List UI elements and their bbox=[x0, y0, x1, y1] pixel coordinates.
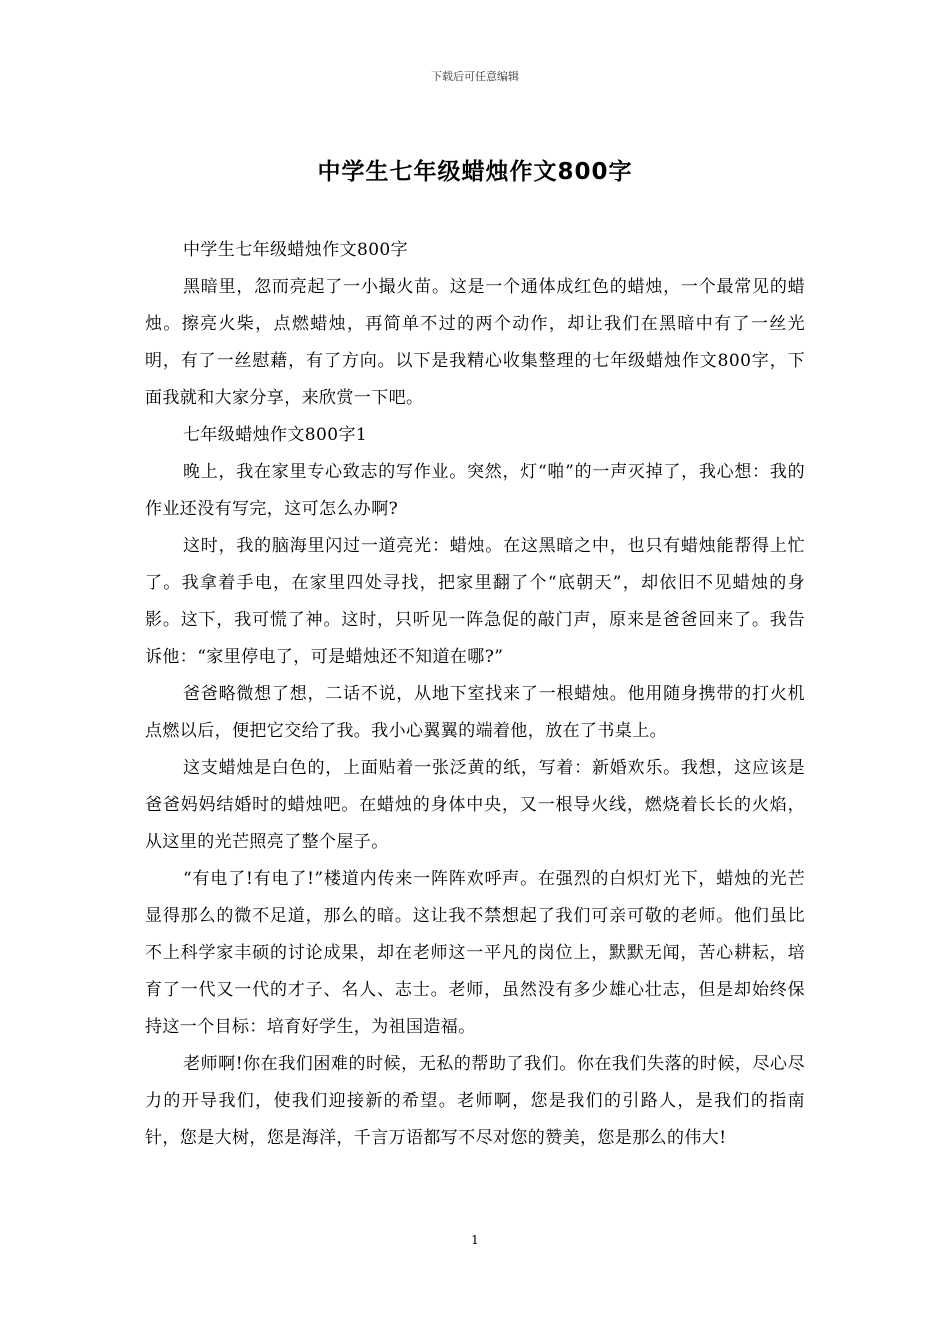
paragraph: 这时，我的脑海里闪过一道亮光：蜡烛。在这黑暗之中，也只有蜡烛能帮得上忙了。我拿着手电，在家里四处寻找，把家里翻了个“底朝天”，却依旧不见蜡烛的身影。这下，我可慌了神。这时，只听见一阵急促的敲门声，原来是爸爸回来了。我告诉他：“家里停电了，可是蜡烛还不知道在哪?” bbox=[145, 536, 805, 667]
paragraph: 晚上，我在家里专心致志的写作业。突然，灯“啪”的一声灭掉了，我心想：我的作业还没有写完，这可怎么办啊? bbox=[145, 462, 805, 519]
paragraph-essay-heading: 七年级蜡烛作文800字1 bbox=[183, 425, 368, 445]
document-title: 中学生七年级蜡烛作文800字 bbox=[317, 159, 633, 185]
paragraph: 爸爸略微想了想，二话不说，从地下室找来了一根蜡烛。他用随身携带的打火机点燃以后，便把它交给了我。我小心翼翼的端着他，放在了书桌上。 bbox=[145, 684, 805, 741]
paragraph: 老师啊!你在我们困难的时候，无私的帮助了我们。你在我们失落的时候，尽心尽力的开导我们，使我们迎接新的希望。老师啊，您是我们的引路人，是我们的指南针，您是大树，您是海洋，千言万语都写不尽对您的赞美，您是那么的伟大! bbox=[145, 1054, 805, 1148]
page-header-note: 下载后可任意编辑 bbox=[431, 70, 519, 83]
paragraph: “有电了!有电了!”楼道内传来一阵阵欢呼声。在强烈的白炽灯光下，蜡烛的光芒显得那么的微不足道，那么的暗。这让我不禁想起了我们可亲可敬的老师。他们虽比不上科学家丰硕的讨论成果，却在老师这一平凡的岗位上，默默无闻，苦心耕耘，培育了一代又一代的才子、名人、志士。老师，虽然没有多少雄心壮志，但是却始终保持这一个目标：培育好学生，为祖国造福。 bbox=[145, 869, 805, 1037]
paragraph-subtitle: 中学生七年级蜡烛作文800字 bbox=[183, 240, 409, 260]
document-body bbox=[145, 232, 805, 1157]
page-number: 1 bbox=[471, 1233, 479, 1247]
paragraph-intro: 黑暗里，忽而亮起了一小撮火苗。这是一个通体成红色的蜡烛，一个最常见的蜡烛。擦亮火柴，点燃蜡烛，再简单不过的两个动作，却让我们在黑暗中有了一丝光明，有了一丝慰藉，有了方向。以下是我精心收集整理的七年级蜡烛作文800字，下面我就和大家分享，来欣赏一下吧。 bbox=[145, 277, 805, 408]
paragraph: 这支蜡烛是白色的，上面贴着一张泛黄的纸，写着：新婚欢乐。我想，这应该是爸爸妈妈结婚时的蜡烛吧。在蜡烛的身体中央，又一根导火线，燃烧着长长的火焰，从这里的光芒照亮了整个屋子。 bbox=[145, 758, 805, 852]
